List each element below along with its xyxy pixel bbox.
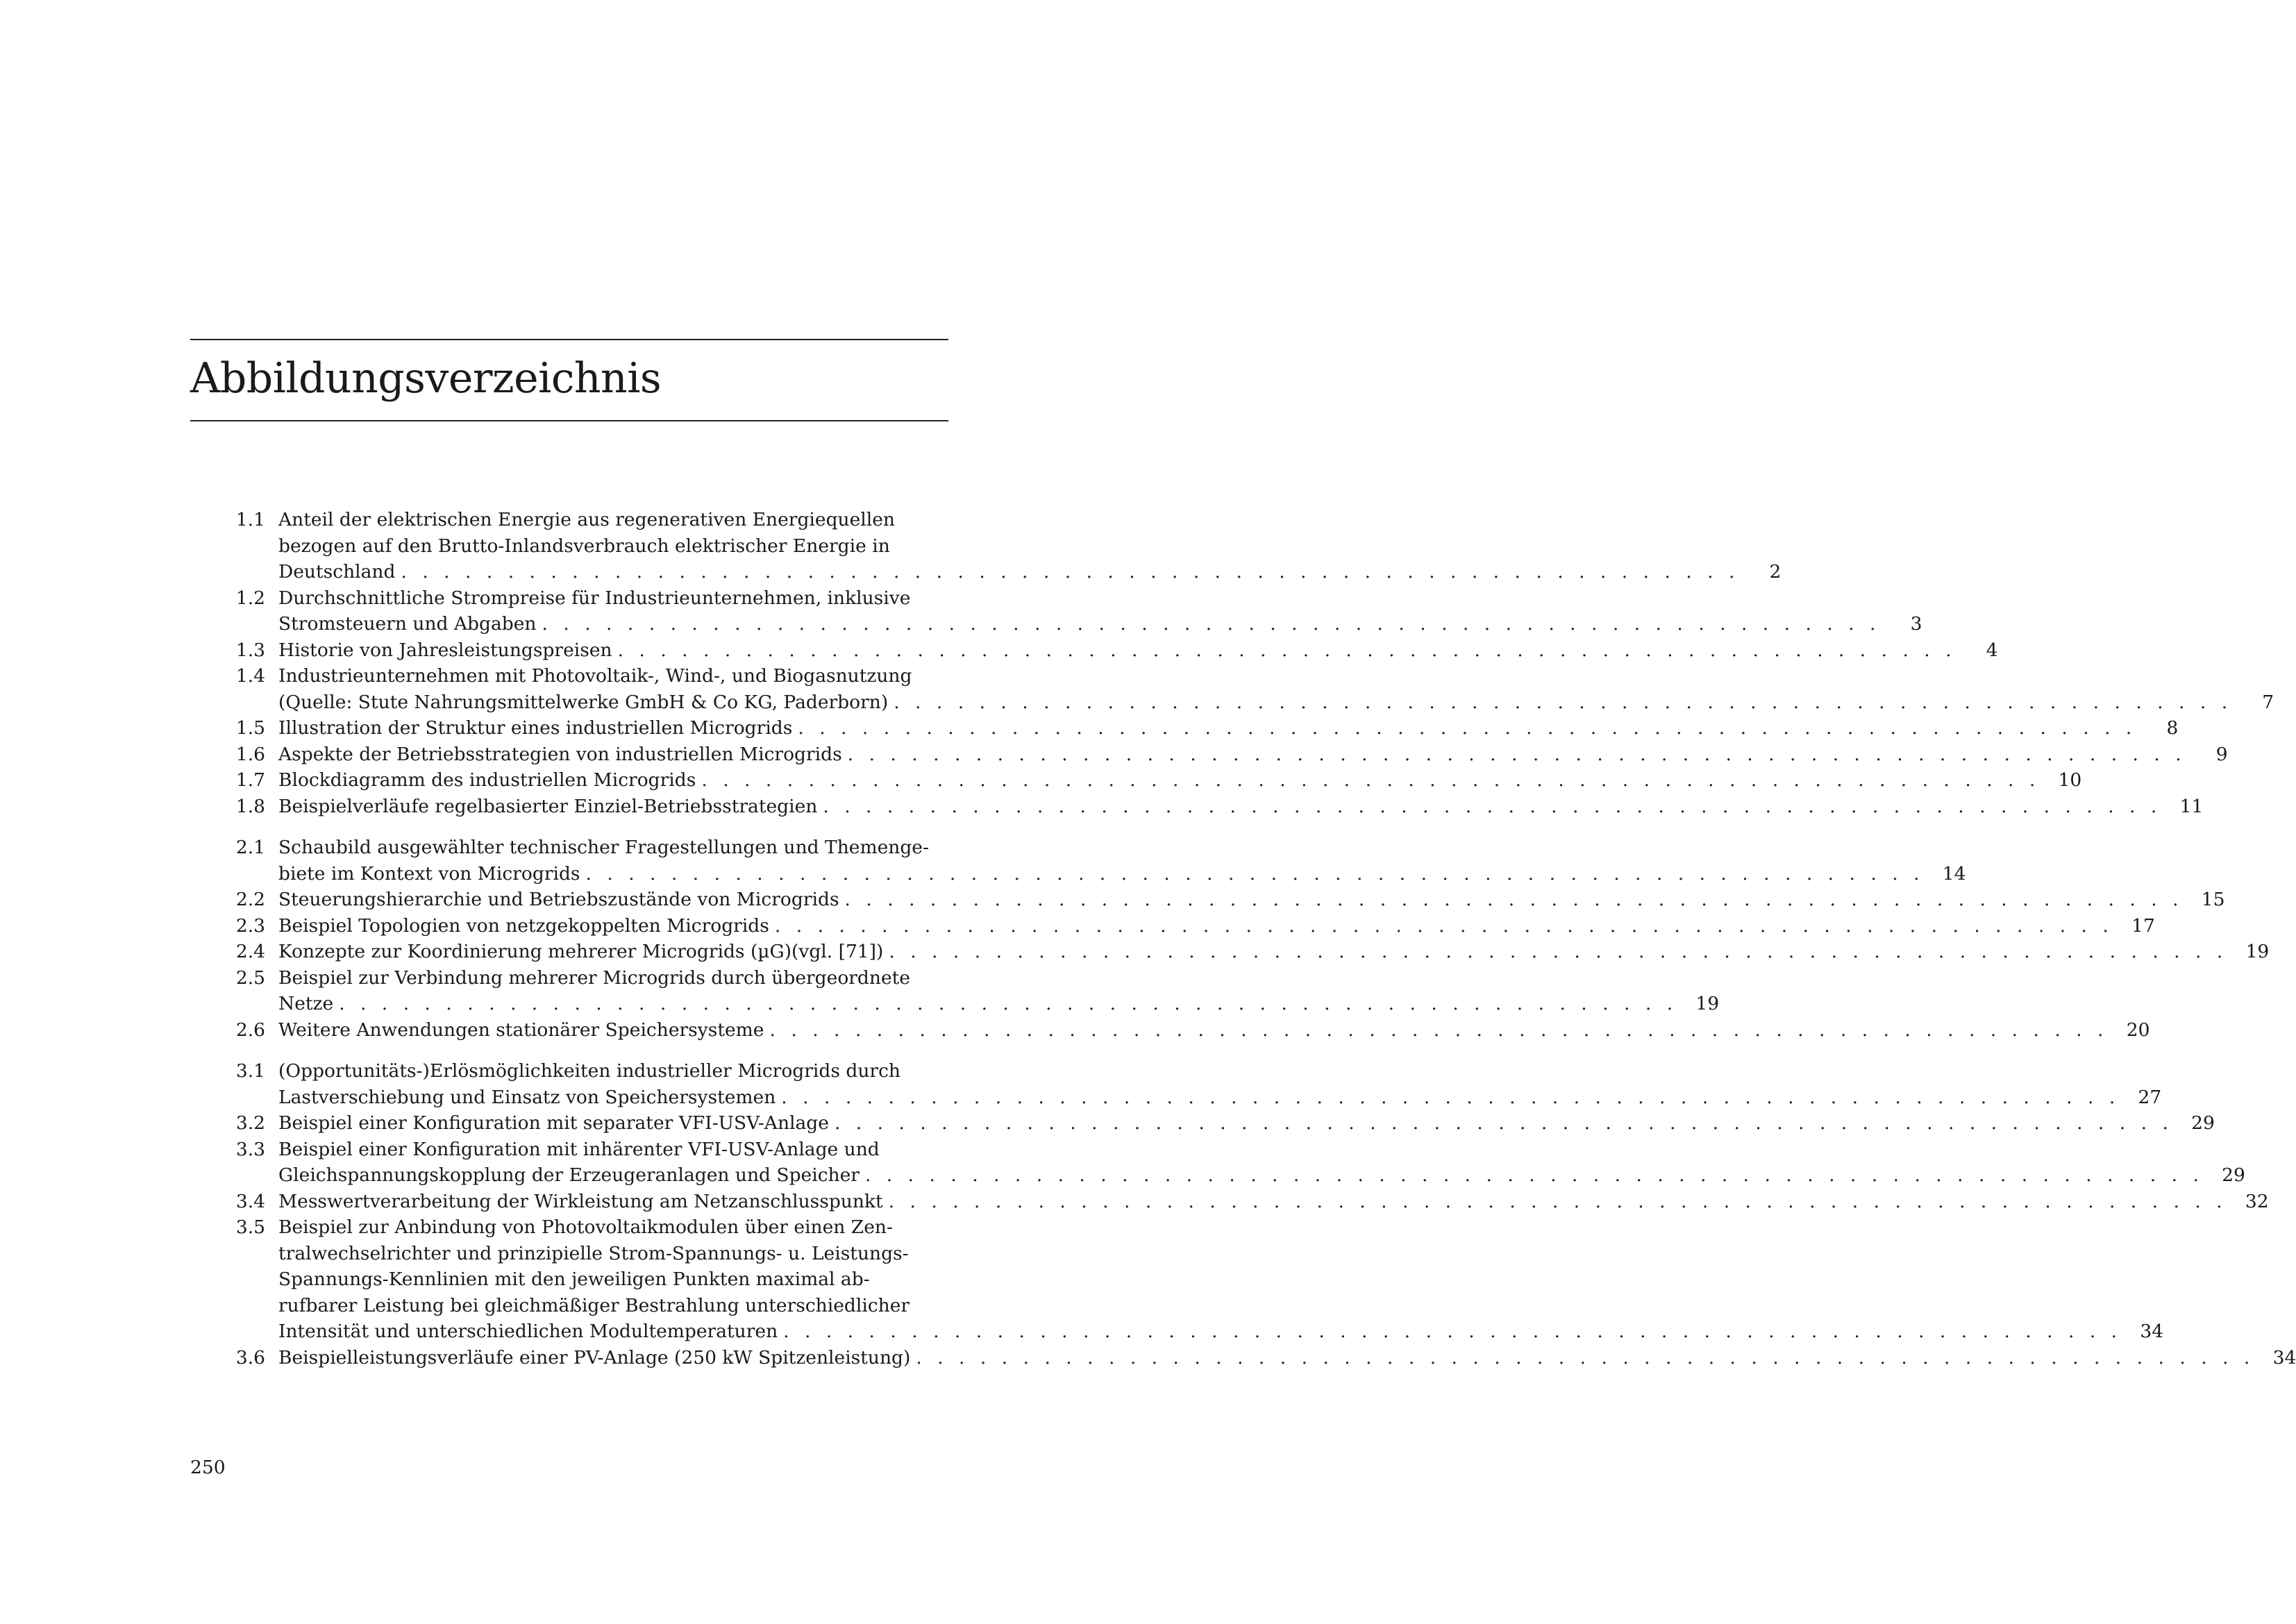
caption-text: Lastverschiebung und Einsatz von Speichersystemen bbox=[278, 1086, 776, 1108]
chapter-gap bbox=[215, 819, 951, 835]
figure-entry[interactable] bbox=[215, 637, 1998, 664]
caption-line bbox=[278, 715, 2178, 742]
caption-line bbox=[278, 742, 2228, 768]
figure-number: 3.6 bbox=[235, 1346, 265, 1368]
caption-line bbox=[278, 611, 1922, 637]
figure-caption bbox=[265, 1017, 2150, 1044]
caption-text: Beispiel Topologien von netzgekoppelten Microgrids bbox=[278, 914, 769, 937]
figure-caption bbox=[265, 715, 2178, 742]
figure-page-number[interactable]: 34 bbox=[2140, 1321, 2164, 1342]
figure-page-number[interactable]: 32 bbox=[2245, 1190, 2269, 1212]
figure-number: 2.4 bbox=[235, 941, 265, 962]
figure-page-number[interactable]: 4 bbox=[1986, 639, 1998, 661]
figure-page-number[interactable]: 29 bbox=[2222, 1164, 2245, 1186]
caption-line bbox=[278, 1110, 2215, 1137]
figure-number: 1.5 bbox=[235, 717, 265, 739]
figure-entry[interactable] bbox=[215, 767, 2082, 794]
figure-page-number[interactable]: 8 bbox=[2166, 717, 2179, 739]
figure-caption bbox=[265, 939, 2269, 965]
figure-entry[interactable] bbox=[215, 887, 2225, 913]
figure-entry[interactable] bbox=[215, 1058, 2162, 1110]
figure-caption bbox=[265, 507, 1781, 585]
dot-leader bbox=[910, 1345, 2260, 1371]
caption-text: Stromsteuern und Abgaben bbox=[278, 613, 537, 635]
caption-text: biete im Kontext von Microgrids bbox=[278, 862, 580, 885]
figure-entry[interactable] bbox=[215, 1214, 2164, 1345]
figure-number: 1.4 bbox=[235, 665, 265, 687]
figure-caption bbox=[265, 887, 2225, 913]
figure-caption bbox=[265, 913, 2155, 939]
figure-page-number[interactable]: 27 bbox=[2138, 1086, 2162, 1108]
figure-page-number[interactable]: 29 bbox=[2191, 1112, 2215, 1134]
figure-entry[interactable] bbox=[215, 742, 2228, 768]
figure-page-number[interactable]: 17 bbox=[2131, 914, 2155, 937]
figure-number: 1.8 bbox=[235, 795, 265, 817]
caption-line: Anteil der elektrischen Energie aus regenerativen Energiequellen bbox=[278, 509, 895, 530]
figure-number: 2.3 bbox=[235, 914, 265, 937]
figure-caption bbox=[265, 965, 1719, 1017]
figure-caption bbox=[265, 835, 1966, 887]
caption-text: (Quelle: Stute Nahrungsmittelwerke GmbH & Co KG, Paderborn) bbox=[278, 691, 889, 713]
caption-text: Intensität und unterschiedlichen Modultemperaturen bbox=[278, 1321, 778, 1342]
dot-leader bbox=[883, 939, 2233, 965]
figure-page-number[interactable]: 34 bbox=[2272, 1346, 2296, 1368]
dot-leader bbox=[860, 1162, 2209, 1189]
caption-line: Spannungs-Kennlinien mit den jeweiligen Punkten maximal ab- bbox=[278, 1269, 870, 1290]
figure-entry[interactable] bbox=[215, 585, 1922, 637]
caption-line: (Opportunitäts-)Erlösmöglichkeiten industrieller Microgrids durch bbox=[278, 1060, 900, 1082]
caption-line: rufbarer Leistung bei gleichmäßiger Bestrahlung unterschiedlicher bbox=[278, 1294, 910, 1316]
caption-text: Steuerungshierarchie und Betriebszustände von Microgrids bbox=[278, 889, 839, 910]
caption-text: Gleichspannungskopplung der Erzeugeranlagen und Speicher bbox=[278, 1164, 860, 1186]
figure-entry[interactable] bbox=[215, 1345, 2296, 1371]
figure-page-number[interactable]: 14 bbox=[1942, 862, 1966, 885]
dot-leader bbox=[776, 1085, 2125, 1111]
figure-entry[interactable] bbox=[215, 939, 2270, 965]
caption-line bbox=[278, 1017, 2150, 1044]
caption-text: Blockdiagramm des industriellen Microgrids bbox=[278, 769, 696, 791]
figure-caption bbox=[265, 794, 2203, 820]
dot-leader bbox=[764, 1017, 2114, 1044]
caption-line bbox=[278, 887, 2225, 913]
dot-leader bbox=[696, 767, 2045, 794]
figure-caption bbox=[265, 1214, 2163, 1345]
caption-line bbox=[278, 1189, 2269, 1215]
figure-page-number[interactable]: 9 bbox=[2215, 743, 2228, 765]
figure-page-number[interactable]: 10 bbox=[2058, 769, 2082, 791]
figure-page-number[interactable]: 3 bbox=[1910, 613, 1922, 635]
figure-number: 1.3 bbox=[235, 639, 265, 661]
figure-caption bbox=[265, 1058, 2161, 1110]
figure-page-number[interactable]: 11 bbox=[2179, 795, 2204, 817]
figure-page-number[interactable]: 15 bbox=[2201, 889, 2225, 910]
figure-entry[interactable] bbox=[215, 794, 2204, 820]
figure-caption bbox=[265, 1110, 2215, 1137]
title-rule-bottom bbox=[190, 420, 948, 421]
dot-leader bbox=[839, 887, 2189, 913]
caption-text: Aspekte der Betriebsstrategien von industriellen Microgrids bbox=[278, 743, 842, 765]
caption-line bbox=[278, 637, 1998, 664]
figure-page-number[interactable]: 2 bbox=[1769, 561, 1782, 583]
figure-page-number[interactable]: 19 bbox=[2245, 941, 2270, 962]
dot-leader bbox=[395, 559, 1745, 585]
caption-line bbox=[278, 913, 2155, 939]
caption-line bbox=[278, 767, 2081, 794]
figure-entry[interactable] bbox=[215, 715, 2179, 742]
figure-caption bbox=[265, 663, 2274, 715]
caption-line bbox=[278, 794, 2203, 820]
figure-caption bbox=[265, 767, 2081, 794]
caption-line bbox=[278, 689, 2274, 716]
chapter-gap bbox=[215, 1043, 951, 1058]
figure-entry[interactable] bbox=[215, 1137, 2245, 1189]
figure-page-number[interactable]: 7 bbox=[2262, 691, 2274, 713]
figure-number: 1.2 bbox=[235, 587, 265, 609]
figure-number: 2.1 bbox=[235, 837, 265, 858]
figure-number: 3.5 bbox=[235, 1216, 265, 1238]
page-number: 250 bbox=[190, 1457, 226, 1478]
figure-number: 3.2 bbox=[235, 1112, 265, 1134]
caption-line bbox=[278, 939, 2269, 965]
caption-line: Industrieunternehmen mit Photovoltaik-, Wind-, und Biogasnutzung bbox=[278, 665, 912, 687]
caption-line: Durchschnittliche Strompreise für Industrieunternehmen, inklusive bbox=[278, 587, 911, 609]
figure-entry[interactable] bbox=[215, 1017, 2150, 1044]
caption-line bbox=[278, 1085, 2161, 1111]
caption-line: Beispiel zur Anbindung von Photovoltaikmodulen über einen Zen- bbox=[278, 1216, 893, 1238]
caption-text: Netze bbox=[278, 993, 334, 1014]
figure-number: 3.1 bbox=[235, 1060, 265, 1082]
figure-entry[interactable] bbox=[215, 1189, 2269, 1215]
dot-leader bbox=[778, 1319, 2127, 1345]
dot-leader bbox=[829, 1110, 2179, 1137]
figure-caption bbox=[265, 637, 1998, 664]
caption-text: Konzepte zur Koordinierung mehrerer Microgrids (µG)(vgl. [71]) bbox=[278, 941, 884, 962]
caption-line: Beispiel einer Konfiguration mit inhärenter VFI-USV-Anlage und bbox=[278, 1138, 880, 1160]
dot-leader bbox=[580, 861, 1930, 887]
figure-page-number[interactable]: 20 bbox=[2126, 1019, 2150, 1041]
figure-number: 2.6 bbox=[235, 1019, 265, 1041]
caption-text: Beispiel einer Konfiguration mit separater VFI-USV-Anlage bbox=[278, 1112, 829, 1134]
caption-line: Schaubild ausgewählter technischer Fragestellungen und Themenge- bbox=[278, 837, 929, 858]
figure-page-number[interactable]: 19 bbox=[1695, 993, 1720, 1014]
dot-leader bbox=[769, 913, 2119, 939]
title-rule-top bbox=[190, 339, 948, 340]
list-of-figures bbox=[215, 507, 2296, 1371]
figure-number: 3.4 bbox=[235, 1190, 265, 1212]
caption-text: Illustration der Struktur eines industriellen Microgrids bbox=[278, 717, 793, 739]
dot-leader bbox=[612, 637, 1962, 664]
dot-leader bbox=[792, 715, 2142, 742]
caption-text: Weitere Anwendungen stationärer Speichersysteme bbox=[278, 1019, 764, 1041]
caption-text: Beispielverläufe regelbasierter Einziel-Betriebsstrategien bbox=[278, 795, 818, 817]
dot-leader bbox=[817, 794, 2167, 820]
caption-text: Beispielleistungsverläufe einer PV-Anlage (250 kW Spitzenleistung) bbox=[278, 1346, 911, 1368]
caption-line: tralwechselrichter und prinzipielle Strom-Spannungs- u. Leistungs- bbox=[278, 1242, 909, 1264]
figure-entry[interactable] bbox=[215, 965, 1720, 1017]
caption-text: Deutschland bbox=[278, 561, 396, 583]
figure-entry[interactable] bbox=[215, 663, 2274, 715]
figure-entry[interactable] bbox=[215, 913, 2155, 939]
figure-entry[interactable] bbox=[215, 507, 1782, 585]
figure-number: 2.2 bbox=[235, 889, 265, 910]
caption-line bbox=[278, 861, 1966, 887]
caption-line: Beispiel zur Verbindung mehrerer Microgrids durch übergeordnete bbox=[278, 966, 910, 989]
figure-number: 1.6 bbox=[235, 743, 265, 765]
figure-caption bbox=[265, 742, 2228, 768]
caption-line: bezogen auf den Brutto-Inlandsverbrauch elektrischer Energie in bbox=[278, 535, 890, 557]
caption-text: Messwertverarbeitung der Wirkleistung am Netzanschlusspunkt bbox=[278, 1190, 883, 1212]
caption-line bbox=[278, 1345, 2296, 1371]
caption-line bbox=[278, 991, 1719, 1017]
caption-text: Historie von Jahresleistungspreisen bbox=[278, 639, 612, 661]
figure-caption bbox=[265, 1189, 2269, 1215]
figure-entry[interactable] bbox=[215, 835, 1966, 887]
caption-line bbox=[278, 1319, 2163, 1345]
page-title: Abbildungsverzeichnis bbox=[190, 354, 662, 403]
figure-caption bbox=[265, 1137, 2245, 1189]
caption-line bbox=[278, 1162, 2245, 1189]
caption-line bbox=[278, 559, 1781, 585]
dot-leader bbox=[333, 991, 1683, 1017]
dot-leader bbox=[883, 1189, 2233, 1215]
figure-number: 2.5 bbox=[235, 966, 265, 989]
figure-number: 1.1 bbox=[235, 509, 265, 530]
dot-leader bbox=[537, 611, 1886, 637]
figure-caption bbox=[265, 1345, 2296, 1371]
figure-number: 3.3 bbox=[235, 1138, 265, 1160]
dot-leader bbox=[842, 742, 2192, 768]
figure-entry[interactable] bbox=[215, 1110, 2215, 1137]
figure-number: 1.7 bbox=[235, 769, 265, 791]
dot-leader bbox=[888, 689, 2238, 716]
figure-caption bbox=[265, 585, 1922, 637]
